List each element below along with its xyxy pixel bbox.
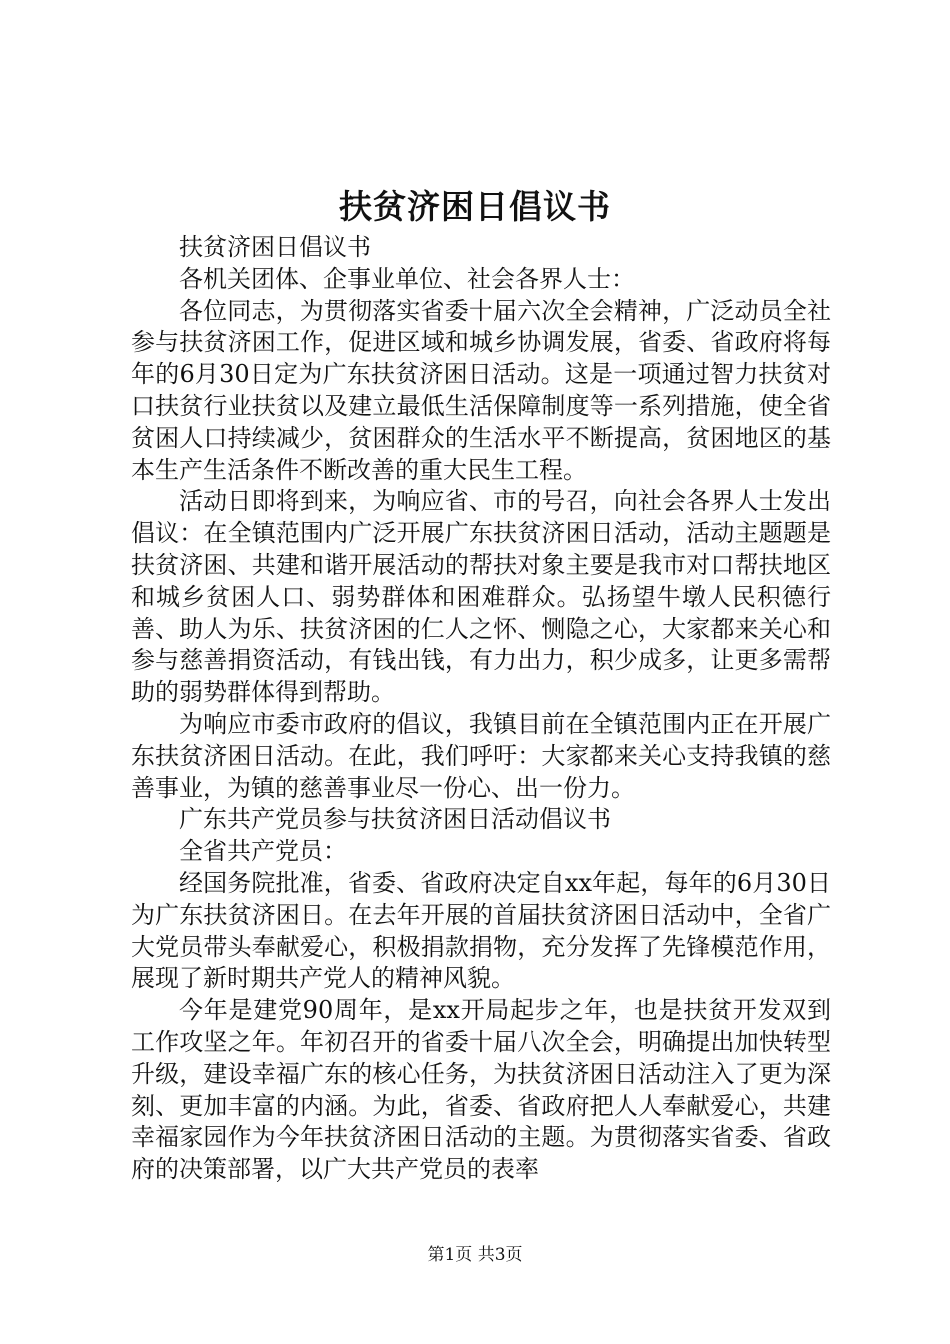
document-body [131,232,831,1186]
paragraph: 经国务院批准，省委、省政府决定自xx年起，每年的6月30日为广东扶贫济困日。在去年开展的首届扶贫济困日活动中，全省广大党员带头奉献爱心，积极捐款捐物，充分发挥了先锋模范作用，展现了新时期共产党人的精神风貌。 [131,868,831,993]
paragraph: 各位同志，为贯彻落实省委十届六次全会精神，广泛动员全社参与扶贫济困工作，促进区域和城乡协调发展，省委、省政府将每年的6月30日定为广东扶贫济困日活动。这是一项通过智力扶贫对口扶贫行业扶贫以及建立最低生活保障制度等一系列措施，使全省贫困人口持续减少，贫困群众的生活水平不断提高，贫困地区的基本生产生活条件不断改善的重大民生工程。 [131,296,831,484]
paragraph-subtitle: 扶贫济困日倡议书 [179,233,371,261]
document-title: 扶贫济困日倡议书 [339,187,611,226]
paragraph: 为响应市委市政府的倡议，我镇目前在全镇范围内正在开展广东扶贫济困日活动。在此，我们呼吁：大家都来关心支持我镇的慈善事业，为镇的慈善事业尽一份心、出一份力。 [131,709,831,802]
paragraph-salutation: 全省共产党员： [179,837,347,866]
paragraph-section-heading: 广东共产党员参与扶贫济困日活动倡议书 [179,805,611,834]
paragraph-salutation: 各机关团体、企事业单位、社会各界人士： [179,264,635,293]
paragraph: 今年是建党90周年，是xx开局起步之年，也是扶贫开发双到工作攻坚之年。年初召开的省委十届八次全会，明确提出加快转型升级，建设幸福广东的核心任务，为扶贫济困日活动注入了更为深刻、更加丰富的内涵。为此，省委、省政府把人人奉献爱心，共建幸福家园作为今年扶贫济困日活动的主题。为贯彻落实省委、省政府的决策部署，以广大共产党员的表率 [131,996,831,1184]
paragraph: 活动日即将到来，为响应省、市的号召，向社会各界人士发出倡议：在全镇范围内广泛开展广东扶贫济困日活动，活动主题题是扶贫济困、共建和谐开展活动的帮扶对象主要是我市对口帮扶地区和城乡贫困人口、弱势群体和困难群众。弘扬望牛墩人民积德行善、助人为乐、扶贫济困的仁人之怀、恻隐之心，大家都来关心和参与慈善捐资活动，有钱出钱，有力出力，积少成多，让更多需帮助的弱势群体得到帮助。 [131,487,831,707]
page-number-footer: 第1页 共3页 [427,1245,523,1265]
